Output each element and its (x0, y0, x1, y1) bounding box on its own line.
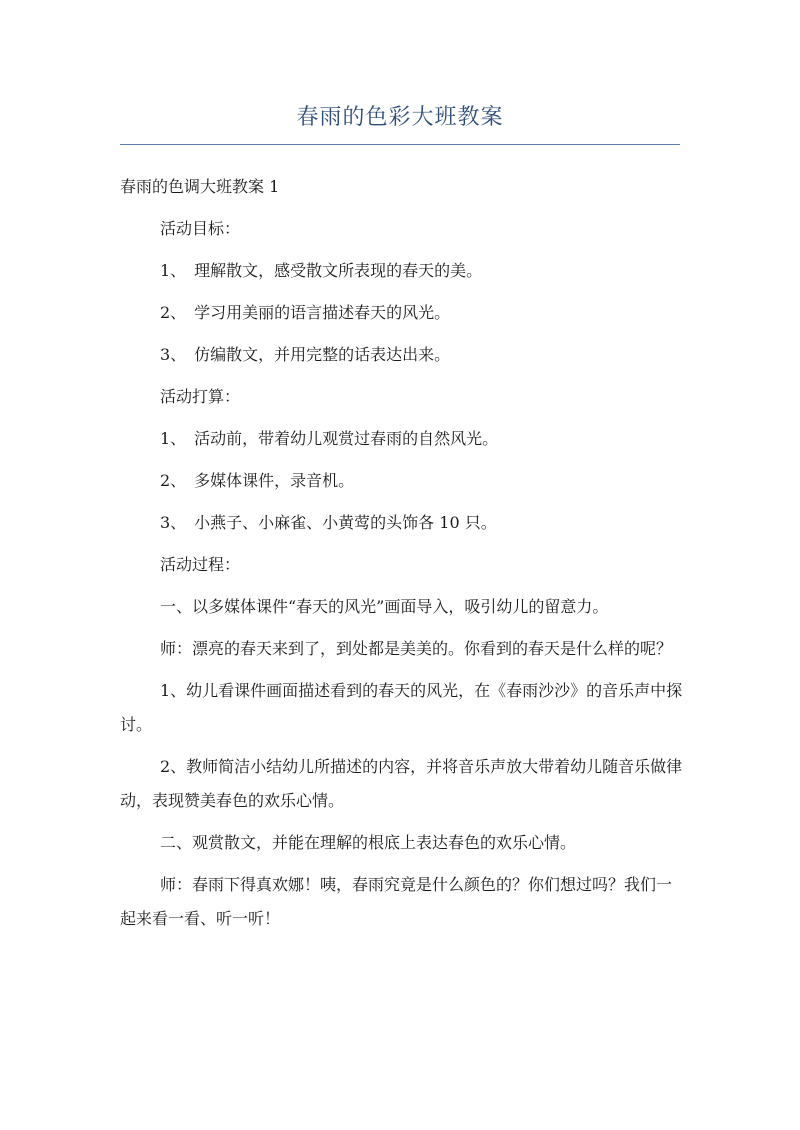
paragraph: 1、 活动前，带着幼儿观赏过春雨的自然风光。 (160, 429, 499, 448)
paragraph: 2、 多媒体课件，录音机。 (160, 471, 355, 490)
section-heading: 春雨的色调大班教案 1 (120, 177, 280, 196)
title-underline (120, 144, 680, 145)
paragraph: 1、 理解散文，感受散文所表现的春天的美。 (160, 261, 483, 280)
paragraph: 3、 仿编散文，并用完整的话表达出来。 (160, 345, 451, 364)
paragraph: 二、观赏散文，并能在理解的根底上表达春色的欢乐心情。 (160, 833, 577, 852)
document-title: 春雨的色彩大班教案 (296, 105, 504, 130)
paragraph: 一、以多媒体课件“春天的风光”画面导入，吸引幼儿的留意力。 (160, 597, 609, 616)
document-body (120, 170, 686, 944)
paragraph: 活动打算： (160, 387, 241, 406)
paragraph: 1、幼儿看课件画面描述看到的春天的风光，在《春雨沙沙》的音乐声中探讨。 (120, 681, 683, 734)
paragraph: 2、教师简洁小结幼儿所描述的内容，并将音乐声放大带着幼儿随音乐做律动，表现赞美春色的欢乐心情。 (120, 757, 683, 810)
paragraph: 活动目标： (160, 219, 241, 238)
paragraph: 3、 小燕子、小麻雀、小黄莺的头饰各 10 只。 (160, 513, 497, 532)
paragraph: 活动过程： (160, 555, 241, 574)
paragraph: 师：春雨下得真欢娜！咦，春雨究竟是什么颜色的？你们想过吗？我们一起来看一看、听一听！ (120, 875, 673, 928)
paragraph: 2、 学习用美丽的语言描述春天的风光。 (160, 303, 451, 322)
paragraph: 师：漂亮的春天来到了，到处都是美美的。你看到的春天是什么样的呢？ (160, 639, 673, 658)
